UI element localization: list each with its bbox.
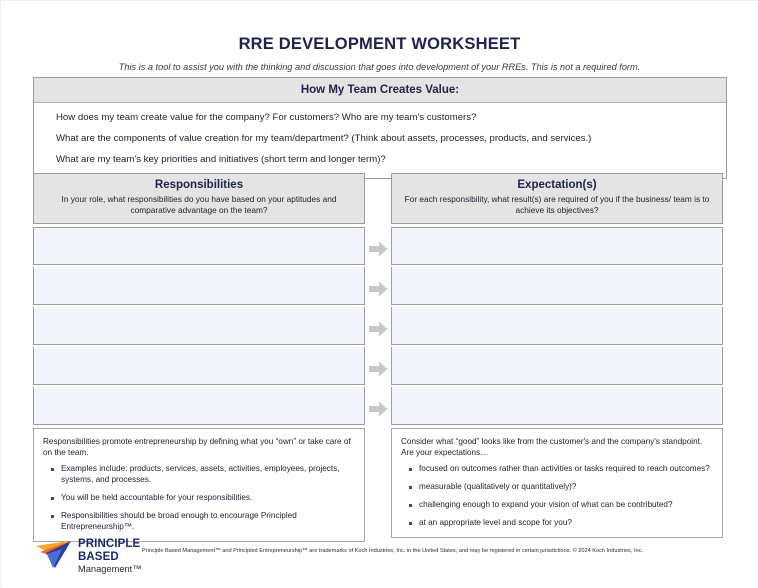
responsibilities-title: Responsibilities — [154, 179, 244, 191]
value-question: What are the components of value creation for my team/department? (Think about assets, processes, products, and services.) — [56, 132, 592, 144]
responsibilities-column — [33, 173, 365, 425]
legal-trademark-text: Principle Based Management™ and Principled Entrepreneurship™ are trademarks of Koch Industries, Inc. in the United States, and may be registered in certain jurisdictions. © 2024 Koch Industries, Inc. — [142, 548, 643, 554]
guidance-bullet: challenging enough to expand your vision of what can be contributed? — [419, 500, 713, 511]
arrow-right-icon — [365, 269, 391, 309]
expectations-column — [391, 173, 723, 425]
responsibility-input-row[interactable] — [33, 387, 365, 425]
responsibility-input-row[interactable] — [33, 267, 365, 305]
guidance-lead: Consider what “good” looks like from the customer's and the company's standpoint. Are your expectations… — [401, 437, 703, 458]
responsibility-input-row[interactable] — [33, 227, 365, 265]
guidance-bullet: measurable (qualitatively or quantitatively)? — [419, 482, 713, 493]
expectations-subtitle: For each responsibility, what result(s) are required of you if the business/ team is to achieve its objectives? — [404, 194, 710, 216]
guidance-bullet: at an appropriate level and scope for you? — [419, 518, 713, 529]
guidance-bullet: Examples include: products, services, assets, activities, employees, projects, systems, and processes. — [61, 464, 355, 486]
guidance-bullet: You will be held accountable for your responsibilities. — [61, 493, 355, 504]
guidance-bullet: Responsibilities should be broad enough to encourage Principled Entrepreneurship™. — [61, 511, 355, 533]
expectations-title: Expectation(s) — [517, 179, 597, 191]
logo-line-management: Management™ — [78, 564, 142, 574]
expectations-header — [391, 173, 723, 224]
expectation-input-row[interactable] — [391, 387, 723, 425]
expectation-input-row[interactable] — [391, 227, 723, 265]
responsibility-input-row[interactable] — [33, 347, 365, 385]
guidance-bullet-list — [43, 464, 355, 533]
expectation-input-row[interactable] — [391, 347, 723, 385]
arrow-column — [365, 229, 391, 429]
page-title: RRE DEVELOPMENT WORKSHEET — [238, 35, 521, 53]
responsibilities-header — [33, 173, 365, 224]
responsibility-input-row[interactable] — [33, 307, 365, 345]
value-section-header: How My Team Creates Value: — [34, 78, 726, 103]
guidance-bullet-list — [401, 464, 713, 529]
logo-wordmark — [78, 537, 142, 574]
logo-arrow-icon — [34, 537, 74, 571]
expectation-input-row[interactable] — [391, 267, 723, 305]
page-footer — [1, 534, 758, 588]
page-subtitle: This is a tool to assist you with the thinking and discussion that goes into development of your RREs. This is not a required form. — [118, 62, 641, 72]
logo-line-based: BASED — [78, 550, 119, 563]
value-question: What are my team's key priorities and initiatives (short term and longer term)? — [56, 153, 386, 165]
arrow-right-icon — [365, 229, 391, 269]
expectations-rows — [391, 227, 723, 425]
principle-based-management-logo — [34, 537, 142, 574]
logo-line-principle: PRINCIPLE — [78, 538, 141, 550]
arrow-right-icon — [365, 309, 391, 349]
expectation-input-row[interactable] — [391, 307, 723, 345]
guidance-bullet: focused on outcomes rather than activities or tasks required to reach outcomes? — [419, 464, 713, 475]
value-question: How does my team create value for the company? For customers? Who are my team's customers? — [56, 112, 477, 123]
responsibilities-subtitle: In your role, what responsibilities do you have based on your aptitudes and comparative advantage on the team? — [61, 194, 337, 216]
how-my-team-creates-value-box — [33, 77, 727, 179]
arrow-right-icon — [365, 349, 391, 389]
expectations-guidance-box — [391, 428, 723, 538]
arrow-right-icon — [365, 389, 391, 429]
value-section-body — [34, 103, 726, 178]
responsibilities-guidance-box — [33, 428, 365, 542]
responsibilities-rows — [33, 227, 365, 425]
guidance-lead: Responsibilities promote entrepreneurship by defining what you “own” or take care of on the team. — [43, 437, 351, 458]
